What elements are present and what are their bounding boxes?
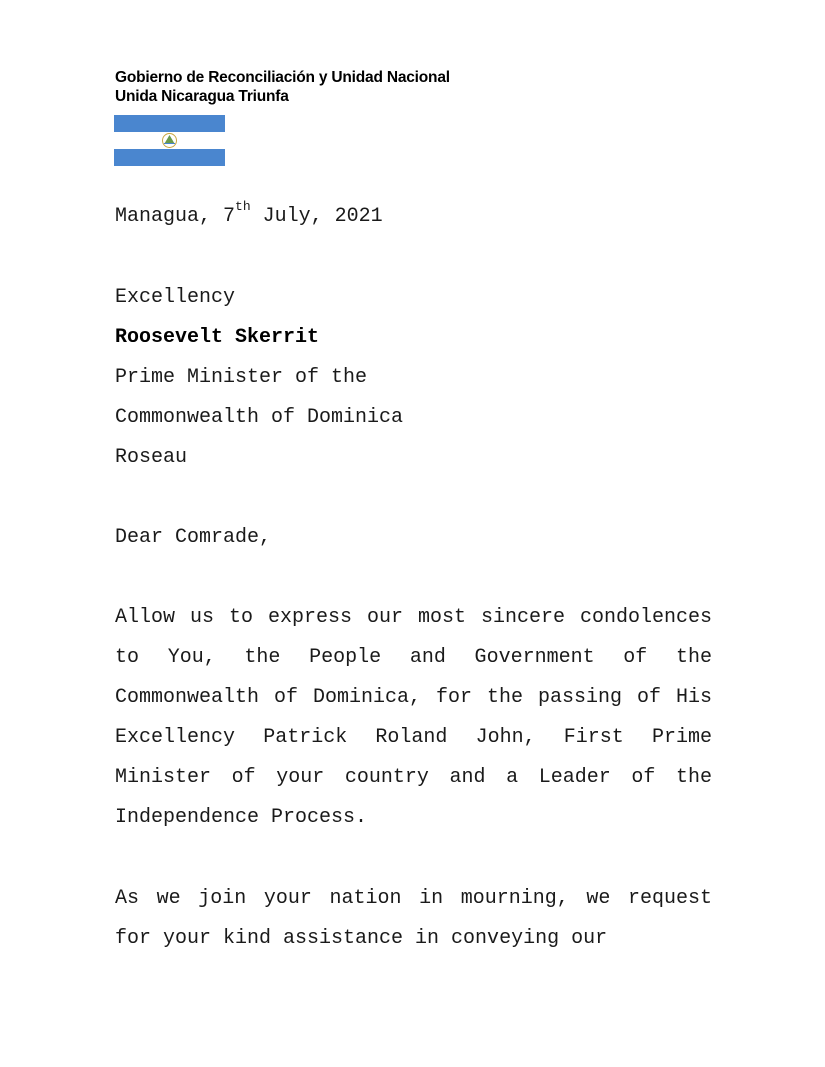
body-paragraph-condolences: Allow us to express our most sincere condolences to You, the People and Government of the Commonwealth of Dominica, for the passing of His Excellency Patrick Roland John, First Prime Minister of your country and a Leader of the Independence Process. — [115, 606, 712, 829]
nicaragua-flag-icon — [114, 115, 225, 166]
letter-date — [115, 197, 712, 237]
recipient-position-line1: Prime Minister of the — [115, 366, 368, 389]
date-ordinal-suffix: th — [235, 199, 251, 215]
letterhead-government-name: Gobierno de Reconciliación y Unidad Nacional — [115, 69, 450, 86]
body-paragraph-mourning: As we join your nation in mourning, we request for your kind assistance in conveying our — [115, 887, 712, 950]
recipient-name: Roosevelt Skerrit — [115, 326, 320, 349]
recipient-title: Excellency — [115, 286, 236, 309]
letterhead — [115, 68, 450, 106]
recipient-position-line2: Commonwealth of Dominica — [115, 406, 404, 429]
date-suffix: July, 2021 — [250, 205, 383, 228]
letterhead-motto: Unida Nicaragua Triunfa — [115, 88, 289, 105]
recipient-city: Roseau — [115, 446, 188, 469]
salutation: Dear Comrade, — [115, 526, 272, 549]
date-prefix: Managua, 7 — [115, 205, 236, 228]
recipient-address — [115, 278, 712, 478]
